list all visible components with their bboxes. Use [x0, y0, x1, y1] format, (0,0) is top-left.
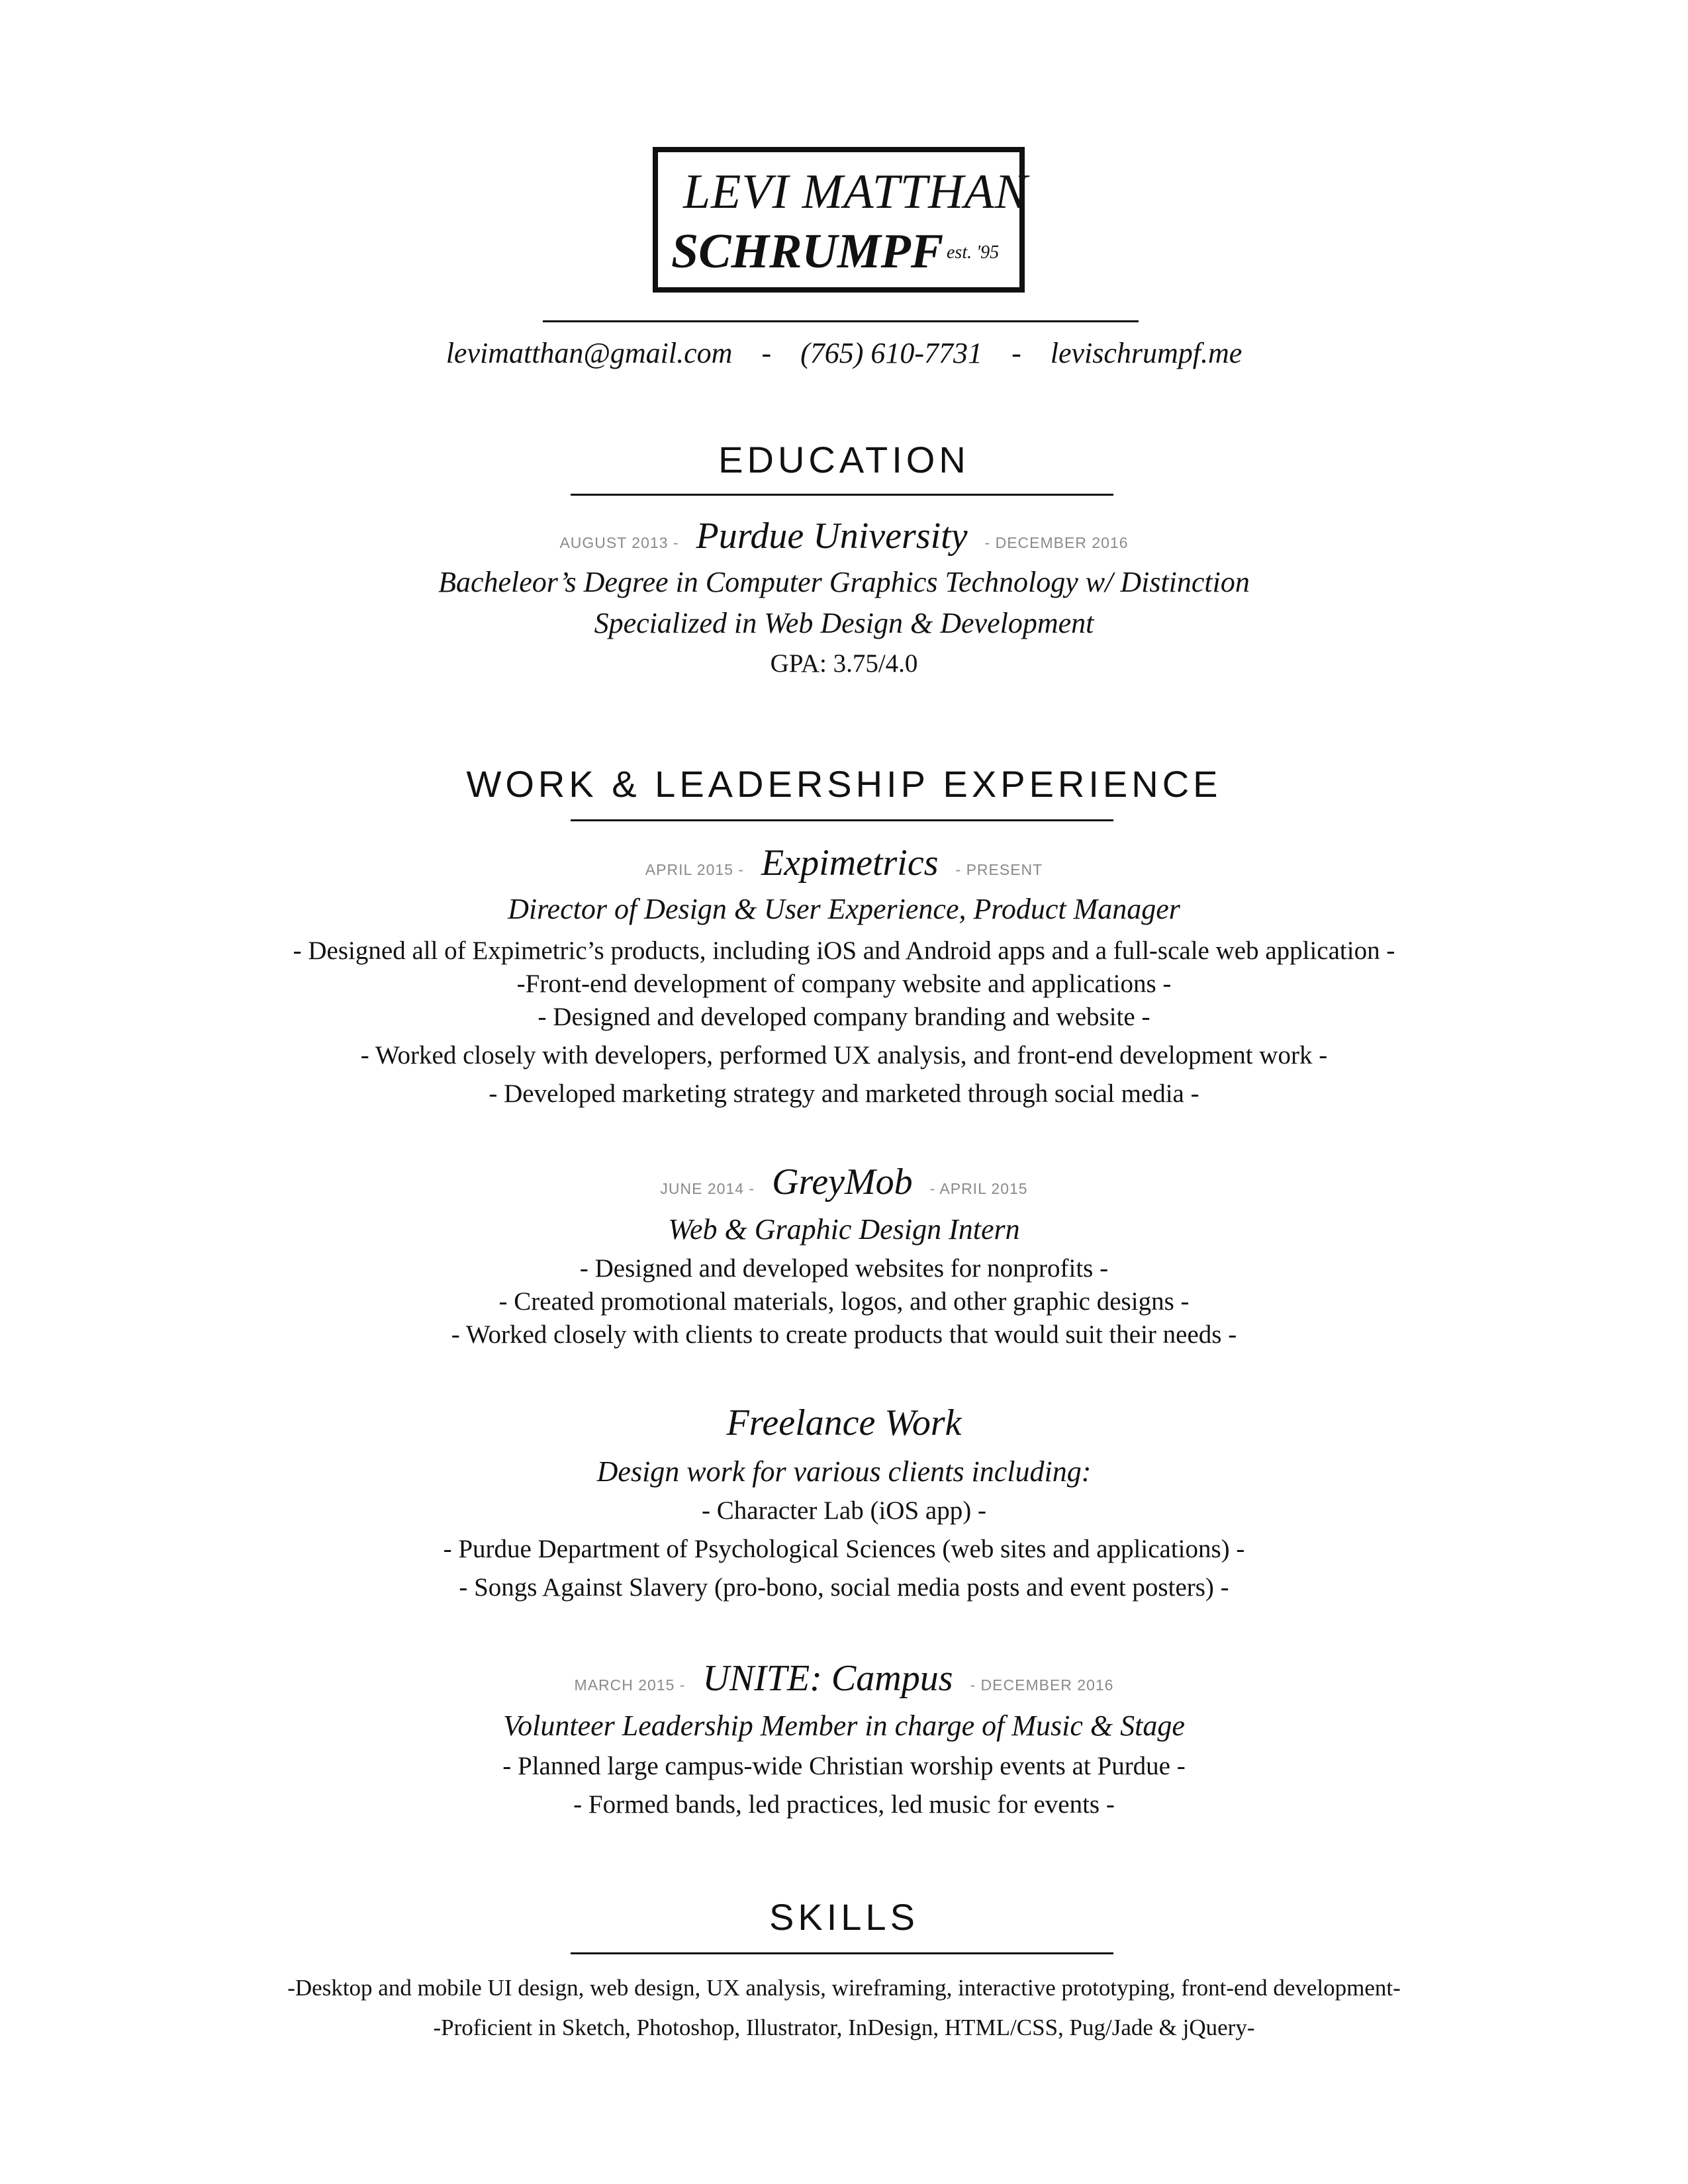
job-header	[0, 842, 1688, 884]
job-org: Expimetrics	[761, 842, 939, 884]
job-bullet: -Front-end development of company website and applications -	[516, 970, 1172, 998]
skills-line: -Proficient in Sketch, Photoshop, Illustrator, InDesign, HTML/CSS, Pug/Jade & jQuery-	[433, 2015, 1255, 2040]
job-role: Design work for various clients including:	[596, 1455, 1092, 1488]
job-role: Director of Design & User Experience, Product Manager	[508, 893, 1180, 925]
skills-divider	[571, 1952, 1113, 1954]
job-bullet: - Purdue Department of Psychological Sciences (web sites and applications) -	[443, 1535, 1245, 1563]
skills-title: SKILLS	[769, 1896, 919, 1938]
gpa: GPA: 3.75/4.0	[770, 649, 918, 678]
last-name: SCHRUMPF	[671, 224, 944, 279]
education-divider	[571, 494, 1113, 496]
job-bullet: - Developed marketing strategy and marketed through social media -	[489, 1079, 1199, 1108]
job-end-date: - DECEMBER 2016	[970, 1676, 1114, 1694]
header-divider	[543, 320, 1139, 322]
job-role: Web & Graphic Design Intern	[668, 1213, 1020, 1246]
website-link[interactable]: levischrumpf.me	[1050, 337, 1243, 369]
job-org: Freelance Work	[726, 1402, 962, 1443]
est-year: est. '95	[947, 242, 1000, 263]
education-title: EDUCATION	[718, 439, 970, 480]
first-name: LEVI MATTHAN	[683, 165, 1029, 219]
experience-title: WORK & LEADERSHIP EXPERIENCE	[466, 763, 1222, 805]
experience-divider	[571, 819, 1113, 821]
job-start-date: APRIL 2015 -	[645, 861, 745, 878]
job-bullet: - Character Lab (iOS app) -	[702, 1496, 986, 1525]
job-bullet: - Formed bands, led practices, led music for events -	[573, 1790, 1115, 1819]
job-header	[0, 1657, 1688, 1700]
job-role: Volunteer Leadership Member in charge of Music & Stage	[503, 1709, 1185, 1742]
job-bullet: - Songs Against Slavery (pro-bono, social media posts and event posters) -	[459, 1573, 1229, 1602]
name-logo	[653, 147, 1029, 293]
job-org: UNITE: Campus	[702, 1658, 953, 1699]
job-bullet: - Worked closely with developers, performed UX analysis, and front-end development work -	[360, 1041, 1328, 1069]
job-org: GreyMob	[772, 1161, 913, 1203]
specialization: Specialized in Web Design & Development	[594, 607, 1094, 639]
job-end-date: - PRESENT	[955, 861, 1043, 878]
contact-separator: -	[761, 337, 772, 369]
contact-separator: -	[1011, 337, 1021, 369]
job-bullet: - Created promotional materials, logos, and other graphic designs -	[498, 1287, 1190, 1316]
job-bullet: - Designed and developed websites for nonprofits -	[579, 1254, 1109, 1283]
contact-line	[0, 336, 1688, 370]
education-end-date: - DECEMBER 2016	[984, 534, 1129, 551]
email-link[interactable]: levimatthan@gmail.com	[445, 337, 733, 369]
job-bullet: - Designed all of Expimetric’s products, including iOS and Android apps and a full-scale web application -	[293, 936, 1395, 965]
job-start-date: JUNE 2014 -	[660, 1180, 755, 1197]
education-entry-header	[0, 515, 1688, 557]
education-start-date: AUGUST 2013 -	[559, 534, 679, 551]
skills-line: -Desktop and mobile UI design, web design, UX analysis, wireframing, interactive prototyping, front-end development-	[287, 1975, 1401, 2001]
school-name: Purdue University	[696, 516, 968, 557]
phone-number[interactable]: (765) 610-7731	[800, 337, 983, 369]
job-bullet: - Designed and developed company branding and website -	[538, 1003, 1150, 1031]
job-bullet: - Worked closely with clients to create products that would suit their needs -	[451, 1320, 1237, 1349]
job-start-date: MARCH 2015 -	[574, 1676, 686, 1694]
job-end-date: - APRIL 2015	[929, 1180, 1028, 1197]
job-bullet: - Planned large campus-wide Christian worship events at Purdue -	[502, 1752, 1186, 1780]
degree: Bacheleor’s Degree in Computer Graphics Technology w/ Distinction	[438, 566, 1250, 598]
job-header	[0, 1161, 1688, 1203]
